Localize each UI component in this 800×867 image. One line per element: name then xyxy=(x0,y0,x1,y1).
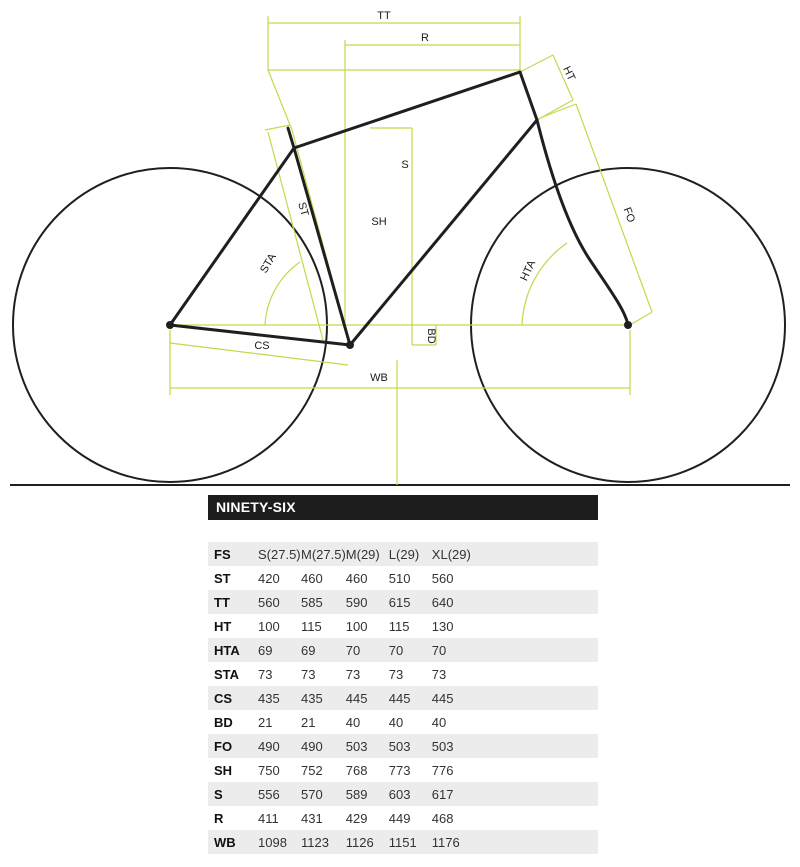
row-spacer xyxy=(475,638,598,662)
row-key: CS xyxy=(208,686,258,710)
table-cell: 460 xyxy=(345,570,368,586)
row-spacer xyxy=(475,758,598,782)
table-cell: XL(29) xyxy=(432,542,475,566)
down-tube xyxy=(350,120,537,345)
row-key: R xyxy=(214,810,224,826)
table-cell: 603 xyxy=(389,782,432,806)
rear-axle xyxy=(166,321,174,329)
dimension-lines xyxy=(170,16,652,485)
table-row xyxy=(208,590,598,614)
table-row xyxy=(208,542,598,566)
row-key: FO xyxy=(208,734,258,758)
table-cell: 510 xyxy=(388,570,411,586)
row-key: S xyxy=(208,782,258,806)
table-row xyxy=(208,662,598,686)
table-title: NINETY-SIX xyxy=(208,495,598,520)
table-cell: 73 xyxy=(431,666,447,682)
row-spacer xyxy=(475,686,598,710)
table-cell: L(29) xyxy=(389,542,432,566)
fork xyxy=(537,120,628,325)
table-cell: 640 xyxy=(432,590,475,614)
table-cell: 449 xyxy=(388,810,411,826)
label-hta: HTA xyxy=(518,258,539,283)
row-key: BD xyxy=(214,714,233,730)
table-cell: 73 xyxy=(258,666,273,682)
row-spacer xyxy=(475,566,598,590)
table-cell: 617 xyxy=(432,782,475,806)
label-bd: BD xyxy=(425,328,437,344)
row-key: TT xyxy=(208,590,258,614)
table-cell: 1176 xyxy=(432,830,475,854)
table-row xyxy=(208,782,598,806)
table-cell: 615 xyxy=(389,590,432,614)
table-cell: 556 xyxy=(258,782,301,806)
table-cell: 100 xyxy=(345,618,368,634)
table-cell: 445 xyxy=(346,686,389,710)
table-cell: 1098 xyxy=(258,830,301,854)
label-st: ST xyxy=(295,200,311,218)
table-row xyxy=(208,710,598,734)
row-spacer xyxy=(475,590,598,614)
table-cell: 460 xyxy=(301,570,323,586)
table-cell: 490 xyxy=(258,734,301,758)
table-cell: S(27.5) xyxy=(258,542,301,566)
table-cell: 411 xyxy=(258,810,279,826)
row-spacer xyxy=(475,782,598,806)
front-axle xyxy=(624,321,632,329)
table-row xyxy=(208,686,598,710)
bottom-bracket xyxy=(346,341,354,349)
table-cell: 69 xyxy=(258,638,301,662)
table-cell: 1123 xyxy=(301,830,346,854)
table-cell: 445 xyxy=(432,686,475,710)
geometry-table-section xyxy=(208,495,598,854)
table-cell: 435 xyxy=(258,686,301,710)
table-cell: 570 xyxy=(301,782,346,806)
table-cell: 73 xyxy=(345,666,361,682)
table-cell: 73 xyxy=(388,666,404,682)
row-key: STA xyxy=(214,666,240,682)
table-cell: 773 xyxy=(388,762,411,778)
table-cell: 40 xyxy=(388,714,404,730)
table-cell: 503 xyxy=(389,734,432,758)
seat-stay xyxy=(170,148,294,325)
table-cell: 429 xyxy=(345,810,368,826)
row-key: HT xyxy=(214,618,232,634)
table-cell: 100 xyxy=(258,618,280,634)
table-cell: 115 xyxy=(388,618,410,634)
label-cs: CS xyxy=(254,340,270,352)
table-row xyxy=(208,758,598,782)
table-cell: 585 xyxy=(301,590,346,614)
table-cell: 768 xyxy=(345,762,368,778)
table-cell: 40 xyxy=(345,714,361,730)
row-spacer xyxy=(475,830,598,854)
row-key: SH xyxy=(214,762,233,778)
table-row xyxy=(208,734,598,758)
seat-post xyxy=(288,128,294,148)
label-fo: FO xyxy=(620,205,638,225)
row-spacer xyxy=(475,542,598,566)
table-cell: 420 xyxy=(258,570,280,586)
table-cell: M(27.5) xyxy=(301,542,346,566)
row-key: ST xyxy=(214,570,231,586)
seat-tube xyxy=(294,148,350,345)
table-cell: 590 xyxy=(346,590,389,614)
table-cell: 435 xyxy=(301,686,346,710)
table-cell: 431 xyxy=(301,810,323,826)
table-cell: 1151 xyxy=(389,830,432,854)
table-cell: 73 xyxy=(301,666,316,682)
table-row xyxy=(208,806,598,830)
table-cell: 490 xyxy=(301,734,346,758)
table-row xyxy=(208,614,598,638)
table-cell: 776 xyxy=(431,762,454,778)
row-spacer xyxy=(475,710,598,734)
table-cell: 40 xyxy=(431,714,447,730)
table-cell: 115 xyxy=(301,618,322,634)
row-key: WB xyxy=(208,830,258,854)
table-cell: 752 xyxy=(301,762,323,778)
label-wb: WB xyxy=(370,372,388,384)
head-tube xyxy=(520,72,537,120)
label-tt: TT xyxy=(377,10,391,22)
table-cell: 445 xyxy=(389,686,432,710)
label-ht: HT xyxy=(560,64,578,83)
table-cell: 468 xyxy=(431,810,454,826)
table-cell: 70 xyxy=(432,638,475,662)
table-cell: 503 xyxy=(432,734,475,758)
table-row xyxy=(208,830,598,854)
label-sta: STA xyxy=(258,251,279,276)
table-cell: 21 xyxy=(258,714,273,730)
table-cell: 750 xyxy=(258,762,280,778)
row-key: FS xyxy=(208,542,258,566)
label-s: S xyxy=(401,159,409,171)
table-cell: 70 xyxy=(389,638,432,662)
table-row xyxy=(208,566,598,590)
label-sh: SH xyxy=(371,216,387,228)
table-cell: 70 xyxy=(346,638,389,662)
table-cell: 503 xyxy=(346,734,389,758)
table-cell: 560 xyxy=(431,570,454,586)
table-cell: 1126 xyxy=(346,830,389,854)
top-tube xyxy=(294,72,520,148)
row-spacer xyxy=(475,734,598,758)
row-key: HTA xyxy=(208,638,258,662)
row-spacer xyxy=(475,662,598,686)
geometry-table xyxy=(208,542,598,854)
bike-frame xyxy=(170,72,628,345)
row-spacer xyxy=(475,614,598,638)
row-spacer xyxy=(475,806,598,830)
label-r: R xyxy=(421,32,429,44)
table-cell: 589 xyxy=(346,782,389,806)
table-cell: 560 xyxy=(258,590,301,614)
table-cell: 130 xyxy=(431,618,454,634)
table-cell: M(29) xyxy=(346,542,389,566)
table-row xyxy=(208,638,598,662)
table-cell: 21 xyxy=(301,714,316,730)
table-cell: 69 xyxy=(301,638,346,662)
